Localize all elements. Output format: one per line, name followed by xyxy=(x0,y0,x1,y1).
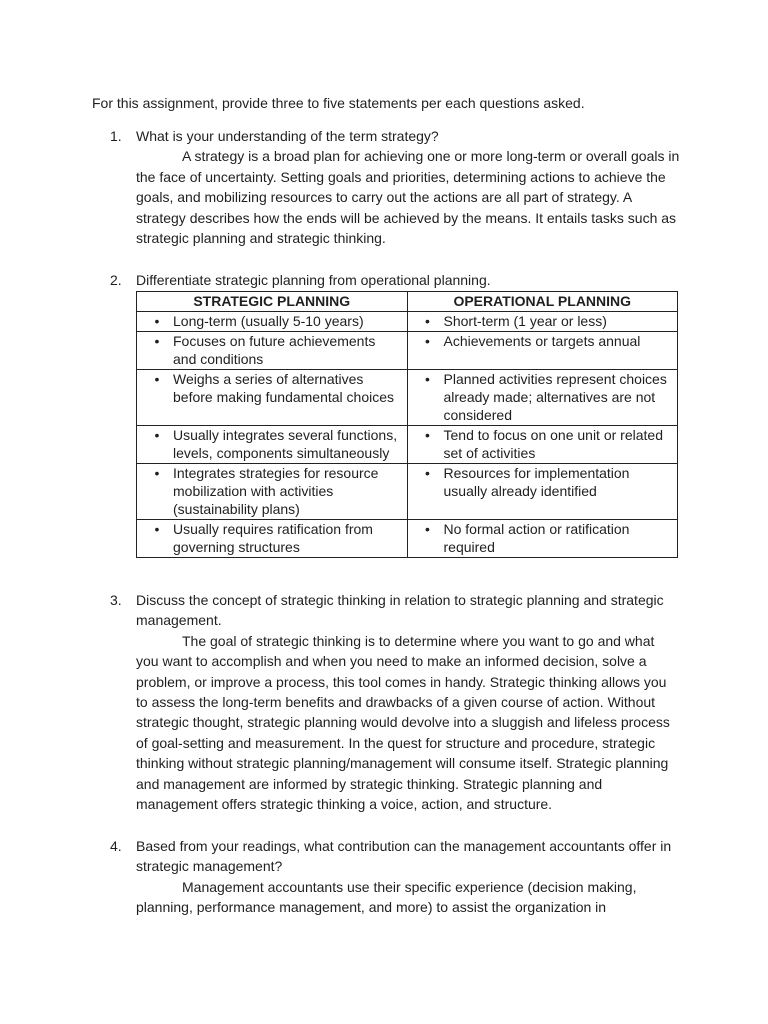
bullet-icon: • xyxy=(154,313,160,329)
question-text: Discuss the concept of strategic thinking in relation to strategic planning and strategic management. xyxy=(136,592,664,629)
operational-cell: • Achievements or targets annual xyxy=(407,332,678,370)
question-text: Differentiate strategic planning from operational planning. xyxy=(136,272,491,288)
bullet-icon: • xyxy=(154,371,160,387)
bullet-icon: • xyxy=(154,333,160,349)
operational-cell: • Resources for implementation usually already identified xyxy=(407,464,678,520)
operational-cell: • Tend to focus on one unit or related set of activities xyxy=(407,426,678,464)
answer-paragraph: The goal of strategic thinking is to determine where you want to go and what you want to accomplish and when you need to make an informed decision, solve a problem, or improve a process, this tool comes in handy. Strategic thinking allows you to assess the long-term benefits and drawbacks of a given course of action. Without strategic thought, strategic planning would devolve into a sluggish and lifeless process of goal-setting and measurement. In the quest for structure and procedure, strategic thinking without strategic planning/management will consume itself. Strategic planning and management are informed by strategic thinking. Strategic planning and management offers strategic thinking a voice, action, and structure. xyxy=(136,632,670,813)
bullet-icon: • xyxy=(425,333,430,349)
table-row xyxy=(137,520,678,558)
strategic-cell: • Focuses on future achievements and conditions xyxy=(137,332,408,370)
operational-cell: • No formal action or ratification required xyxy=(407,520,678,558)
question-1 xyxy=(110,126,680,248)
table-row xyxy=(137,312,678,332)
question-2 xyxy=(110,270,680,290)
question-number: 4. xyxy=(110,838,122,854)
operational-planning-header: OPERATIONAL PLANNING xyxy=(407,292,678,312)
strategic-cell: • Long-term (usually 5-10 years) xyxy=(137,312,408,332)
bullet-icon: • xyxy=(154,521,160,537)
bullet-icon: • xyxy=(425,427,430,443)
planning-comparison-table xyxy=(136,291,678,558)
strategic-planning-header: STRATEGIC PLANNING xyxy=(137,292,408,312)
table-row xyxy=(137,332,678,370)
strategic-cell: • Usually integrates several functions, levels, components simultaneously xyxy=(137,426,408,464)
bullet-icon: • xyxy=(154,427,160,443)
strategic-cell: • Integrates strategies for resource mobilization with activities (sustainability plans) xyxy=(137,464,408,520)
table-row xyxy=(137,426,678,464)
question-3 xyxy=(110,590,680,814)
question-4 xyxy=(110,836,680,918)
bullet-icon: • xyxy=(425,521,430,537)
answer-paragraph: A strategy is a broad plan for achieving one or more long-term or overall goals in the face of uncertainty. Setting goals and priorities, determining actions to achieve the goals, and mobilizing resources to carry out the actions are all part of strategy. A strategy describes how the ends will be achieved by the means. It entails tasks such as strategic planning and strategic thinking. xyxy=(136,148,680,247)
bullet-icon: • xyxy=(154,465,160,481)
bullet-icon: • xyxy=(425,465,430,481)
question-text: Based from your readings, what contribution can the management accountants offer in strategic management? xyxy=(136,838,672,875)
question-number: 1. xyxy=(110,128,122,144)
operational-cell: • Planned activities represent choices already made; alternatives are not considered xyxy=(407,370,678,426)
question-text: What is your understanding of the term strategy? xyxy=(136,128,439,144)
bullet-icon: • xyxy=(425,313,430,329)
table-header-row xyxy=(137,292,678,312)
table-row xyxy=(137,464,678,520)
strategic-cell: • Weighs a series of alternatives before making fundamental choices xyxy=(137,370,408,426)
answer-paragraph: Management accountants use their specific experience (decision making, planning, performance management, and more) to assist the organization in xyxy=(136,878,637,916)
strategic-cell: • Usually requires ratification from governing structures xyxy=(137,520,408,558)
question-number: 3. xyxy=(110,592,122,608)
bullet-icon: • xyxy=(425,371,430,387)
question-number: 2. xyxy=(110,272,122,288)
table-row xyxy=(137,370,678,426)
operational-cell: • Short-term (1 year or less) xyxy=(407,312,678,332)
assignment-instructions: For this assignment, provide three to five statements per each questions asked. xyxy=(92,95,585,111)
